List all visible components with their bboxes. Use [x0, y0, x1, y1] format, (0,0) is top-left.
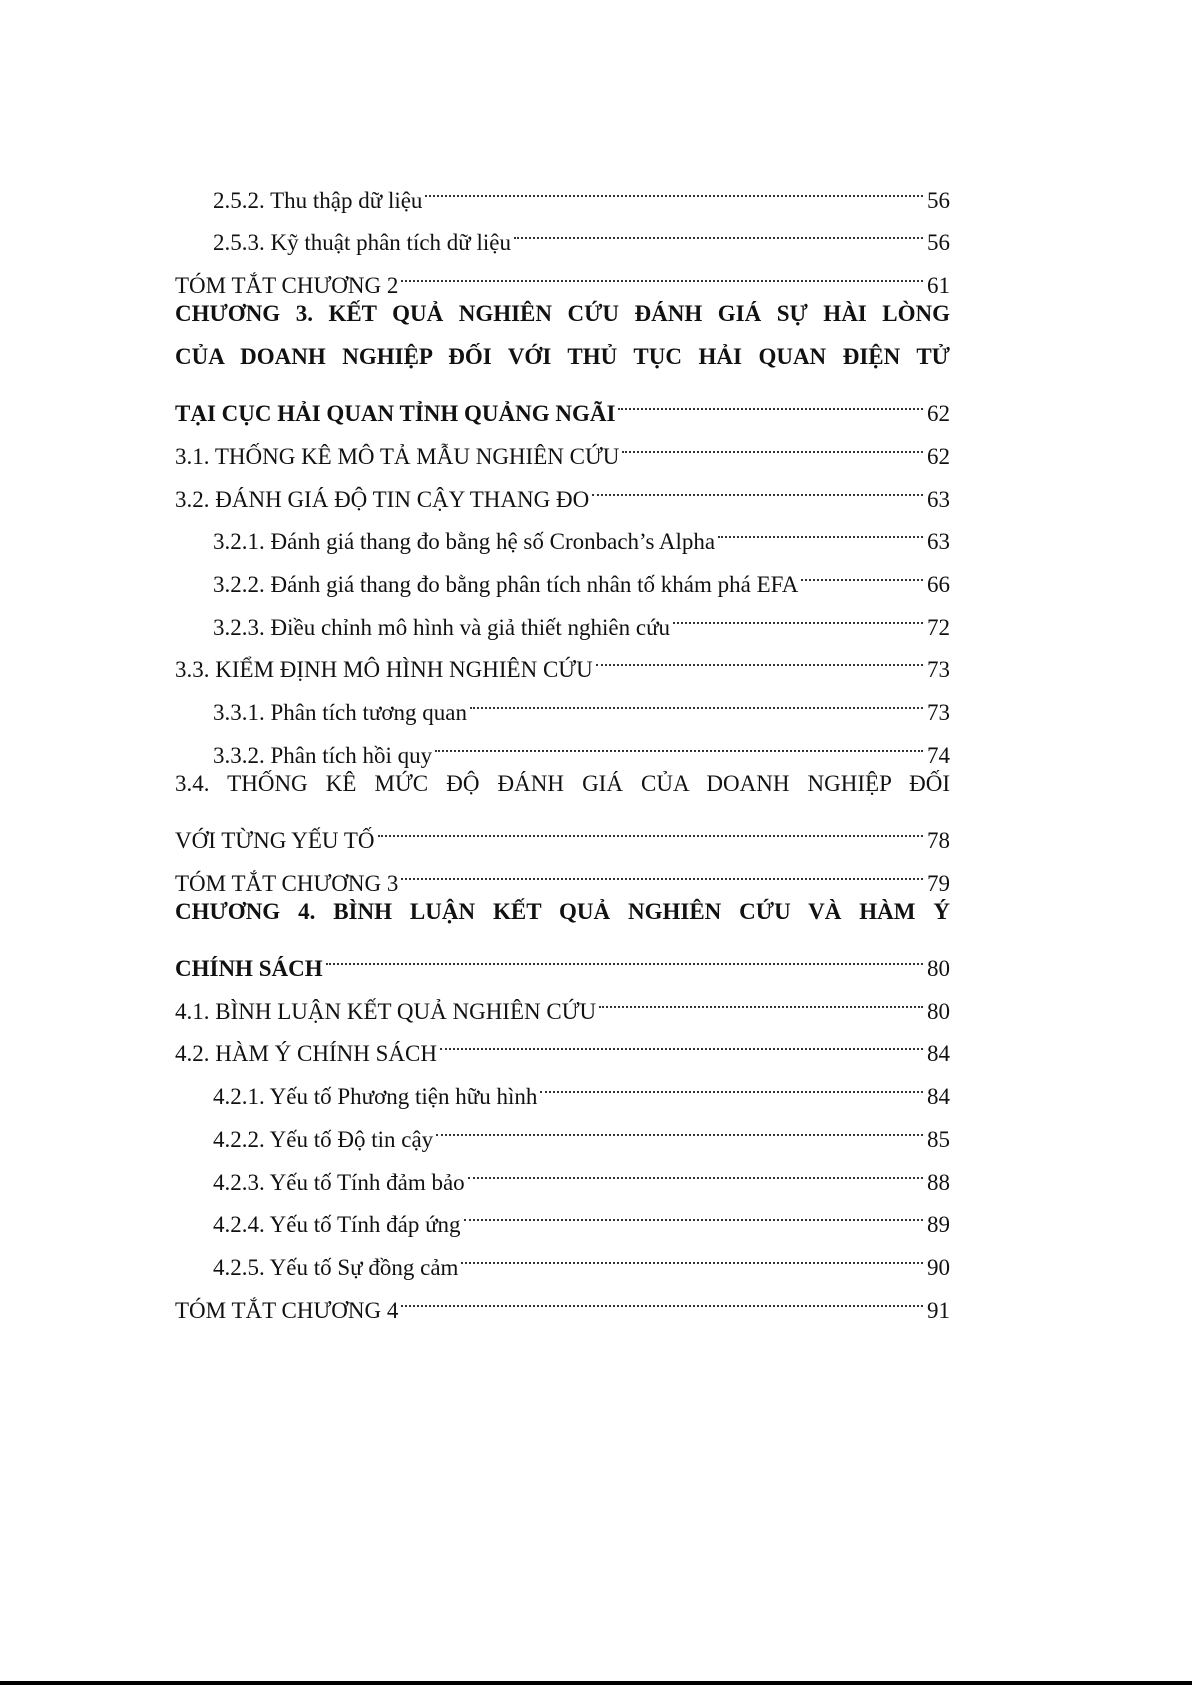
toc-entry-label: 4.2.3. Yếu tố Tính đảm bảo: [213, 1169, 465, 1195]
toc-entry[interactable]: [175, 805, 950, 853]
toc-page-number: 62: [927, 443, 950, 469]
toc-page-number: 56: [927, 187, 950, 213]
toc-page-number: 73: [927, 699, 950, 725]
toc-page-number: 80: [927, 956, 950, 982]
toc-dot-leader: [435, 720, 923, 763]
toc-page-number: 56: [927, 230, 950, 256]
toc-entry-label: VỚI TỪNG YẾU TỐ: [175, 828, 375, 853]
toc-dot-leader: [470, 677, 923, 720]
toc-entry-label: TẠI CỤC HẢI QUAN TỈNH QUẢNG NGÃI: [175, 401, 616, 427]
toc-page-number: 80: [927, 998, 950, 1024]
toc-page-number: 88: [927, 1169, 950, 1195]
toc-dot-leader: [425, 165, 923, 208]
toc-dot-leader: [801, 549, 923, 592]
toc-page-number: 66: [927, 571, 950, 597]
toc-entry-label: CHƯƠNG 3. KẾT QUẢ NGHIÊN CỨU ĐÁNH GIÁ SỰ HÀI LÒNG: [175, 301, 950, 327]
toc-dot-leader: [596, 635, 923, 678]
toc-entry-label: CỦA DOANH NGHIỆP ĐỐI VỚI THỦ TỤC HẢI QUAN ĐIỆN TỬ: [175, 343, 950, 369]
toc-dot-leader: [592, 464, 923, 507]
toc-dot-leader: [378, 805, 924, 848]
toc-page-number: 89: [927, 1212, 950, 1238]
toc-dot-leader: [401, 250, 923, 293]
toc-entry-label: 3.3.1. Phân tích tương quan: [213, 699, 467, 725]
toc-entry-label: 4.2.1. Yếu tố Phương tiện hữu hình: [213, 1084, 538, 1110]
toc-page-number: 84: [927, 1041, 950, 1067]
toc-entry-label: 3.3.2. Phân tích hồi quy: [213, 742, 433, 768]
toc-entry[interactable]: [175, 933, 950, 982]
toc-dot-leader: [461, 1232, 923, 1275]
toc-entry-label: 3.2.2. Đánh giá thang đo bằng phân tích nhân tố khám phá EFA: [213, 571, 799, 597]
toc-entry-label: 3.2.1. Đánh giá thang đo bằng hệ số Cronbach’s Alpha: [213, 529, 716, 555]
toc-entry-label: 4.2.4. Yếu tố Tính đáp ứng: [213, 1212, 461, 1238]
toc-dot-leader: [468, 1147, 923, 1190]
toc-entry-label: 3.3. KIỂM ĐỊNH MÔ HÌNH NGHIÊN CỨU: [175, 657, 593, 683]
toc-page-number: 61: [927, 273, 950, 299]
toc-entry-label: 3.1. THỐNG KÊ MÔ TẢ MẪU NGHIÊN CỨU: [175, 443, 620, 469]
toc-dot-leader: [440, 1019, 923, 1062]
toc-entry-label: 2.5.2. Thu thập dữ liệu: [213, 187, 423, 213]
toc-dot-leader: [514, 208, 923, 251]
toc-entry-label: 3.4. THỐNG KÊ MỨC ĐỘ ĐÁNH GIÁ CỦA DOANH NGHIỆP ĐỐI: [175, 770, 950, 796]
toc-entry[interactable]: [175, 293, 950, 336]
toc-entry-label: TÓM TẮT CHƯƠNG 2: [175, 273, 399, 299]
toc-dot-leader: [673, 592, 923, 635]
toc-page-number: 91: [927, 1297, 950, 1323]
toc-entry-label: 4.2.2. Yếu tố Độ tin cậy: [213, 1126, 434, 1152]
toc-page-number: 73: [927, 657, 950, 683]
table-of-contents: [175, 165, 950, 1323]
page-bottom-border: [0, 1681, 1192, 1685]
toc-dot-leader: [401, 1275, 923, 1318]
toc-entry-label: CHÍNH SÁCH: [175, 956, 323, 982]
toc-entry-label: 4.2.5. Yếu tố Sự đồng cảm: [213, 1254, 459, 1280]
toc-entry-label: 2.5.3. Kỹ thuật phân tích dữ liệu: [213, 230, 512, 256]
toc-page-number: 79: [927, 870, 950, 896]
toc-entry-label: CHƯƠNG 4. BÌNH LUẬN KẾT QUẢ NGHIÊN CỨU VÀ HÀM Ý: [175, 898, 950, 924]
toc-page-number: 84: [927, 1084, 950, 1110]
toc-entry-label: TÓM TẮT CHƯƠNG 4: [175, 1297, 399, 1323]
toc-entry[interactable]: [175, 165, 950, 213]
toc-entry-label: TÓM TẮT CHƯƠNG 3: [175, 870, 399, 896]
toc-page-number: 74: [927, 742, 950, 768]
toc-dot-leader: [618, 378, 923, 421]
toc-page-number: 63: [927, 529, 950, 555]
toc-page-number: 78: [927, 828, 950, 853]
toc-dot-leader: [464, 1190, 923, 1233]
toc-page-number: 90: [927, 1254, 950, 1280]
toc-entry-label: 4.1. BÌNH LUẬN KẾT QUẢ NGHIÊN CỨU: [175, 998, 597, 1024]
toc-entry[interactable]: [175, 763, 950, 806]
toc-dot-leader: [436, 1104, 923, 1147]
toc-dot-leader: [401, 848, 923, 891]
toc-dot-leader: [622, 421, 923, 464]
toc-page-number: 62: [927, 401, 950, 427]
toc-entry[interactable]: [175, 336, 950, 379]
toc-dot-leader: [326, 933, 923, 976]
toc-page-number: 72: [927, 614, 950, 640]
toc-entry-label: 4.2. HÀM Ý CHÍNH SÁCH: [175, 1041, 437, 1067]
toc-entry-label: 3.2. ĐÁNH GIÁ ĐỘ TIN CẬY THANG ĐO: [175, 486, 590, 512]
toc-page-number: 63: [927, 486, 950, 512]
toc-entry-label: 3.2.3. Điều chỉnh mô hình và giả thiết nghiên cứu: [213, 614, 671, 640]
toc-dot-leader: [599, 976, 923, 1019]
toc-dot-leader: [540, 1061, 923, 1104]
toc-dot-leader: [718, 507, 923, 550]
toc-entry[interactable]: [175, 378, 950, 427]
toc-page-number: 85: [927, 1126, 950, 1152]
toc-entry[interactable]: [175, 891, 950, 934]
